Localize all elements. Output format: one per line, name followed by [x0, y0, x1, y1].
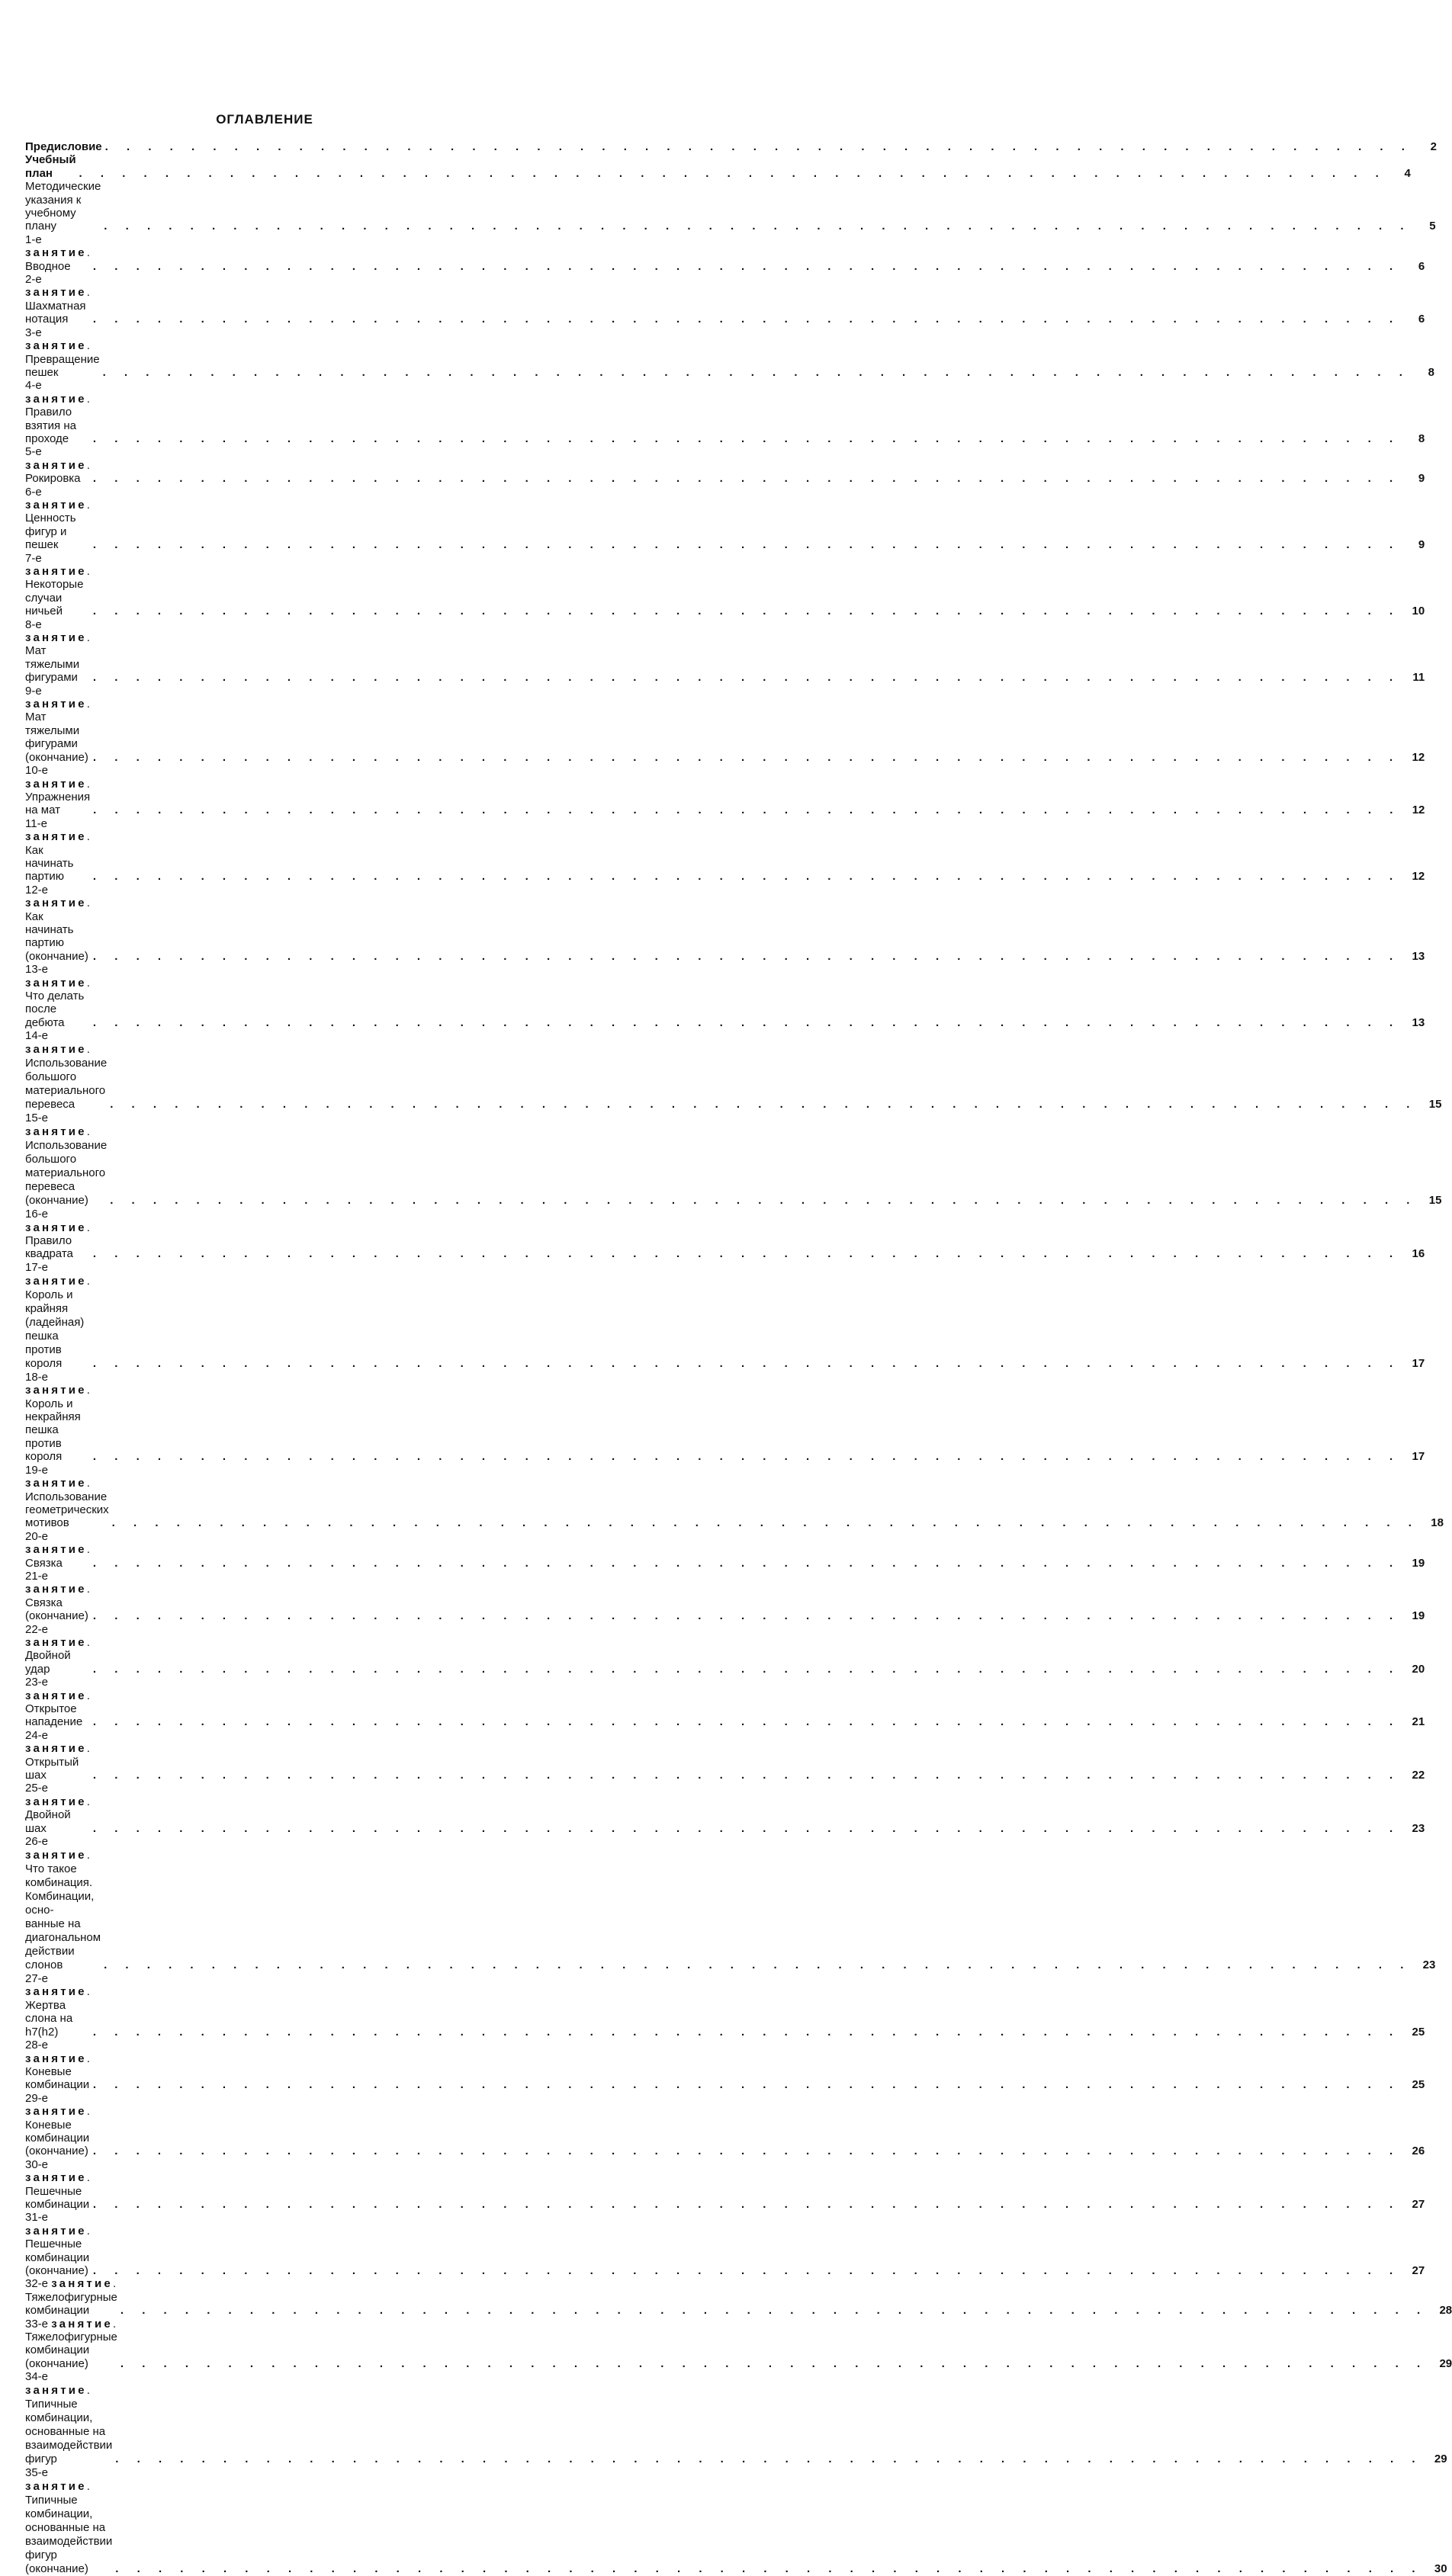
dot-leader — [93, 804, 1400, 816]
page-number: 12 — [1412, 750, 1425, 764]
toc-entry-label: . Правило взятия на проходе — [25, 392, 90, 445]
toc-entry — [25, 485, 1425, 552]
toc-entry — [25, 180, 1436, 233]
lesson-number: 35-е — [25, 2466, 49, 2480]
dot-leader — [93, 1769, 1400, 1782]
lesson-word: занятие — [25, 1689, 87, 1702]
lesson-number: 12-е — [25, 883, 49, 897]
dot-leader — [93, 671, 1400, 684]
page-number: 9 — [1418, 538, 1425, 552]
lesson-number: 24-е — [25, 1728, 49, 1742]
dot-leader — [93, 2198, 1400, 2211]
toc-entry-text — [25, 1261, 90, 1371]
lesson-word: занятие — [51, 2317, 113, 2331]
dot-leader — [120, 2304, 1428, 2317]
toc-entry — [25, 1835, 1436, 1972]
page-number: 22 — [1412, 1769, 1425, 1782]
lesson-number: 28-е — [25, 2039, 49, 2052]
dot-leader — [105, 140, 1412, 153]
page-number: 10 — [1412, 605, 1425, 618]
toc-entry-text — [25, 817, 90, 884]
toc-entry-text — [25, 180, 101, 233]
toc-entry-continuation: взаимодействии фигур — [25, 2439, 113, 2466]
lesson-number: 3-е — [25, 326, 42, 339]
toc-entry — [25, 1260, 1425, 1371]
lesson-word: занятие — [25, 2384, 87, 2398]
toc-entry-label: . Использование геометрических мотивов — [25, 1477, 109, 1530]
page-number: 9 — [1418, 472, 1425, 486]
toc-entry-text — [25, 1972, 90, 2039]
toc-entry-text — [25, 1464, 109, 1530]
dot-leader — [93, 538, 1400, 551]
page-number: 19 — [1412, 1556, 1425, 1570]
toc-entry-text — [25, 233, 90, 273]
page-number: 5 — [1429, 220, 1436, 233]
page-number: 15 — [1428, 1194, 1442, 1208]
toc-entry — [25, 2370, 1447, 2466]
toc-entry-text — [25, 2466, 112, 2576]
dot-leader — [93, 472, 1400, 485]
toc-entry-continuation: ванные на диагональном действии слонов — [25, 1917, 101, 1972]
toc-entry — [25, 883, 1425, 963]
lesson-word: занятие — [25, 1849, 87, 1862]
toc-entry-label: Методические указания к учебному плану — [25, 180, 101, 233]
lesson-word: занятие — [25, 1043, 87, 1057]
toc-entry — [25, 2039, 1425, 2092]
toc-entry-text — [25, 1029, 107, 1112]
toc-entry — [25, 273, 1425, 326]
toc-entry — [25, 1463, 1444, 1530]
toc-entry — [25, 684, 1425, 764]
page-number: 30 — [1434, 2562, 1447, 2576]
toc-entry — [25, 326, 1434, 380]
lesson-word: занятие — [25, 777, 87, 791]
toc-entry-text — [25, 379, 90, 445]
page-number: 15 — [1428, 1098, 1442, 1112]
lesson-word: занятие — [25, 2051, 87, 2065]
page-number: 8 — [1418, 431, 1425, 445]
toc-entry-text — [25, 884, 90, 963]
dot-leader — [93, 1822, 1400, 1835]
toc-entry-continuation: перевеса — [25, 1098, 75, 1112]
toc-entry — [25, 1529, 1425, 1570]
page-number: 23 — [1422, 1958, 1436, 1972]
lesson-number: 21-е — [25, 1569, 49, 1583]
dot-leader — [110, 1194, 1417, 1208]
lesson-word: занятие — [25, 698, 87, 711]
lesson-number: 2-е — [25, 273, 42, 287]
lesson-word: занятие — [25, 1477, 87, 1490]
dot-leader — [110, 1098, 1417, 1112]
dot-leader — [112, 1516, 1419, 1529]
dot-leader — [93, 1609, 1400, 1622]
lesson-number: 30-е — [25, 2157, 49, 2171]
toc-entry-label: . Тяжелофигурные комбинации — [25, 2277, 117, 2318]
toc-entry — [25, 551, 1425, 618]
lesson-word: занятие — [25, 1125, 87, 1139]
page-number: 8 — [1428, 365, 1434, 379]
page-number: 12 — [1412, 870, 1425, 884]
toc-entry — [25, 1676, 1425, 1729]
page-number: 26 — [1412, 2145, 1425, 2158]
toc-entry-label: . Ценность фигур и пешек — [25, 498, 90, 552]
lesson-number: 32-е — [25, 2277, 52, 2291]
page-number: 19 — [1412, 1609, 1425, 1623]
toc-entry-label: . Тяжелофигурные комбинации (окончание) — [25, 2317, 117, 2370]
page-number: 23 — [1412, 1821, 1425, 1835]
page-number: 6 — [1418, 259, 1425, 273]
toc-entry-label: . Открытое нападение — [25, 1689, 90, 1729]
lesson-number: 22-е — [25, 1622, 49, 1636]
toc-entry — [25, 153, 1411, 180]
toc-entry — [25, 2466, 1447, 2576]
page-number: 25 — [1412, 2025, 1425, 2039]
lesson-number: 26-е — [25, 1835, 49, 1849]
toc-entry — [25, 1029, 1442, 1112]
lesson-word: занятие — [25, 2105, 87, 2119]
page-number: 20 — [1412, 1662, 1425, 1676]
toc-entry — [25, 140, 1437, 153]
lesson-word: занятие — [25, 286, 87, 300]
page-number: 17 — [1412, 1450, 1425, 1464]
lesson-word: занятие — [25, 1635, 87, 1649]
page-number: 17 — [1412, 1356, 1425, 1370]
page-number: 4 — [1404, 166, 1411, 180]
toc-entry-label: . Правило квадрата — [25, 1221, 90, 1261]
lesson-number: 8-е — [25, 618, 42, 631]
toc-entry-label: . Использование большого материального — [25, 1125, 108, 1180]
dot-leader — [93, 751, 1400, 764]
lesson-word: занятие — [25, 498, 87, 512]
lesson-number: 29-е — [25, 2091, 49, 2105]
toc-entry-text — [25, 2092, 90, 2158]
lesson-number: 10-е — [25, 764, 49, 778]
dot-leader — [93, 2145, 1400, 2157]
toc-entry-label: . Коневые комбинации — [25, 2051, 90, 2092]
toc-entry — [25, 1972, 1425, 2039]
page-number: 13 — [1412, 949, 1425, 963]
page-number: 6 — [1418, 313, 1425, 326]
lesson-number: 20-е — [25, 1529, 49, 1543]
toc-entry-text — [25, 2211, 90, 2277]
lesson-word: занятие — [25, 1384, 87, 1397]
toc-entry-continuation: перевеса (окончание) — [25, 1180, 88, 1208]
lesson-word: занятие — [25, 565, 87, 578]
dot-leader — [93, 313, 1400, 326]
dot-leader — [93, 1663, 1400, 1676]
toc-entry-text — [25, 486, 90, 552]
lesson-word: занятие — [25, 1274, 87, 1288]
lesson-number: 9-е — [25, 684, 42, 698]
lesson-word: занятие — [25, 2171, 87, 2185]
lesson-number: 17-е — [25, 1260, 49, 1274]
toc-entry-text — [25, 1371, 90, 1464]
lesson-word: занятие — [25, 458, 87, 472]
toc-entry-label: . Жертва слона на h7(h2) — [25, 1985, 90, 2039]
page-number: 28 — [1439, 2304, 1452, 2318]
toc-entry-text — [25, 2039, 90, 2092]
dot-leader — [93, 1450, 1400, 1463]
toc-entry-label: . Типичные комбинации, основанные на — [25, 2480, 106, 2535]
toc-entry-text — [25, 1112, 107, 1208]
lesson-number: 23-е — [25, 1676, 49, 1689]
lesson-number: 25-е — [25, 1782, 49, 1795]
dot-leader — [93, 1016, 1400, 1029]
toc-entry-label: . Упражнения на мат — [25, 777, 91, 817]
dot-leader — [93, 2078, 1400, 2091]
toc-entry-label: . Двойной удар — [25, 1635, 90, 1676]
table-of-contents — [25, 140, 1452, 2576]
lesson-word: занятие — [25, 631, 87, 645]
page-number: 21 — [1412, 1715, 1425, 1729]
dot-leader — [93, 1557, 1400, 1570]
lesson-word: занятие — [25, 2224, 87, 2238]
toc-entry — [25, 2091, 1425, 2158]
lesson-number: 31-е — [25, 2211, 49, 2225]
toc-entry-text — [25, 1676, 90, 1729]
lesson-word: занятие — [25, 246, 87, 260]
toc-entry-label: . Пешечные комбинации — [25, 2171, 90, 2211]
page-number: 2 — [1430, 140, 1437, 153]
toc-entry-label: . Превращение пешек — [25, 339, 100, 379]
toc-entry-text — [25, 1623, 90, 1676]
toc-entry-text — [25, 1835, 101, 1972]
lesson-number: 18-е — [25, 1370, 49, 1384]
dot-leader — [115, 2452, 1422, 2466]
toc-entry — [25, 2157, 1425, 2212]
toc-entry-text — [25, 2318, 117, 2371]
toc-entry — [25, 1370, 1425, 1464]
lesson-number: 34-е — [25, 2370, 49, 2384]
dot-leader — [93, 870, 1400, 883]
toc-entry-text — [25, 1530, 90, 1570]
lesson-number: 19-е — [25, 1463, 49, 1477]
toc-entry — [25, 1782, 1425, 1835]
lesson-word: занятие — [25, 1543, 87, 1557]
toc-entry — [25, 445, 1425, 486]
toc-entry-label: . Шахматная нотация — [25, 286, 90, 326]
lesson-number: 1-е — [25, 233, 42, 246]
toc-entry-label: . Двойной шах — [25, 1795, 90, 1835]
toc-entry — [25, 2277, 1452, 2318]
lesson-number: 4-е — [25, 379, 42, 393]
toc-entry-label: . Вводное — [25, 246, 90, 273]
toc-entry-label: . Король и некрайняя пешка против короля — [25, 1384, 90, 1464]
lesson-number: 11-е — [25, 816, 47, 830]
lesson-word: занятие — [51, 2277, 113, 2291]
toc-entry-text — [25, 445, 90, 485]
toc-entry — [25, 2317, 1452, 2371]
lesson-number: 5-е — [25, 445, 42, 459]
lesson-word: занятие — [25, 1742, 87, 1756]
toc-entry-label: . Что делать после дебюта — [25, 976, 90, 1029]
toc-entry-label: . Мат тяжелыми фигурами — [25, 631, 90, 685]
toc-entry-text — [25, 1570, 90, 1623]
page-number: 12 — [1412, 804, 1425, 817]
page-number: 11 — [1412, 671, 1425, 685]
lesson-number: 13-е — [25, 963, 49, 977]
lesson-word: занятие — [25, 1985, 87, 1999]
toc-entry-text — [25, 1782, 90, 1835]
lesson-word: занятие — [25, 830, 87, 844]
toc-entry-text — [25, 1729, 90, 1782]
toc-entry — [25, 1569, 1425, 1623]
dot-leader — [104, 1958, 1411, 1972]
toc-entry-label: . Что такое комбинация. Комбинации, осно- — [25, 1849, 95, 1917]
lesson-word: занятие — [25, 1795, 87, 1808]
toc-entry-text — [25, 140, 102, 153]
toc-entry-label: . Пешечные комбинации (окончание) — [25, 2224, 90, 2277]
toc-entry-label: Предисловие — [25, 140, 102, 153]
toc-entry-text — [25, 552, 90, 618]
page-number: 29 — [1434, 2452, 1447, 2466]
toc-entry-text — [25, 685, 90, 764]
dot-leader — [103, 366, 1410, 379]
page-number: 13 — [1412, 1015, 1425, 1029]
lesson-word: занятие — [25, 1583, 87, 1596]
toc-entry-text — [25, 2277, 117, 2317]
toc-entry — [25, 1208, 1425, 1261]
dot-leader — [115, 2562, 1422, 2576]
lesson-number: 16-е — [25, 1208, 49, 1221]
lesson-number: 15-е — [25, 1112, 49, 1125]
toc-entry-text — [25, 618, 90, 685]
lesson-number: 6-е — [25, 485, 42, 499]
toc-entry-text — [25, 764, 90, 817]
toc-entry-text — [25, 326, 100, 380]
toc-entry — [25, 816, 1425, 884]
lesson-number: 33-е — [25, 2317, 52, 2331]
lesson-number: 7-е — [25, 551, 42, 565]
toc-entry — [25, 1112, 1442, 1208]
dot-leader — [93, 432, 1400, 445]
toc-entry-continuation: взаимодействии фигур (окончание) — [25, 2535, 113, 2576]
page-number: 25 — [1412, 2078, 1425, 2092]
toc-entry-label: . Коневые комбинации (окончание) — [25, 2105, 90, 2158]
toc-entry — [25, 764, 1425, 817]
toc-entry-label: . Связка — [25, 1543, 90, 1570]
toc-entry-text — [25, 2158, 90, 2212]
dot-leader — [93, 2264, 1400, 2277]
toc-entry — [25, 1622, 1425, 1676]
toc-entry — [25, 233, 1425, 273]
dot-leader — [79, 167, 1386, 180]
toc-entry-label: . Использование большого материального — [25, 1043, 108, 1098]
toc-entry-text — [25, 1208, 90, 1261]
lesson-number: 14-е — [25, 1029, 49, 1043]
dot-leader — [93, 950, 1400, 963]
dot-leader — [93, 1715, 1400, 1728]
toc-entry-text — [25, 273, 90, 326]
lesson-word: занятие — [25, 1221, 87, 1234]
lesson-word: занятие — [25, 2480, 87, 2494]
toc-entry-text — [25, 153, 76, 180]
dot-leader — [93, 2026, 1400, 2039]
toc-entry-text — [25, 963, 90, 1029]
toc-entry — [25, 1728, 1425, 1782]
dot-leader — [120, 2357, 1428, 2370]
toc-entry — [25, 379, 1425, 445]
page-number: 27 — [1412, 2264, 1425, 2277]
lesson-number: 27-е — [25, 1972, 49, 1986]
lesson-word: занятие — [25, 339, 87, 353]
toc-entry-label: . Типичные комбинации, основанные на — [25, 2384, 106, 2439]
dot-leader — [104, 220, 1411, 233]
toc-entry — [25, 618, 1425, 685]
toc-entry-continuation: короля — [25, 1356, 63, 1370]
toc-entry-label: . Некоторые случаи ничьей — [25, 565, 90, 618]
dot-leader — [93, 605, 1400, 618]
lesson-word: занятие — [25, 976, 87, 990]
dot-leader — [93, 260, 1400, 273]
page-title: ОГЛАВЛЕНИЕ — [216, 112, 313, 127]
toc-entry-label: . Король и крайняя (ладейная) пешка против — [25, 1274, 90, 1356]
toc-entry-label: . Мат тяжелыми фигурами (окончание) — [25, 698, 90, 764]
page-number: 18 — [1431, 1516, 1444, 1530]
toc-entry-label: . Рокировка — [25, 458, 90, 486]
toc-entry — [25, 963, 1425, 1029]
toc-entry — [25, 2211, 1425, 2277]
toc-entry-label: . Как начинать партию (окончание) — [25, 897, 90, 963]
toc-entry-label: Учебный план — [25, 153, 76, 180]
page-number: 16 — [1412, 1247, 1425, 1261]
toc-entry-text — [25, 2370, 112, 2466]
page-number: 29 — [1439, 2356, 1452, 2370]
dot-leader — [93, 1247, 1400, 1260]
page-number: 27 — [1412, 2197, 1425, 2211]
lesson-word: занятие — [25, 897, 87, 910]
lesson-word: занятие — [25, 392, 87, 406]
toc-entry-label: . Открытый шах — [25, 1742, 90, 1782]
dot-leader — [93, 1357, 1400, 1371]
toc-entry-label: . Связка (окончание) — [25, 1583, 90, 1623]
toc-entry-label: . Как начинать партию — [25, 830, 90, 884]
